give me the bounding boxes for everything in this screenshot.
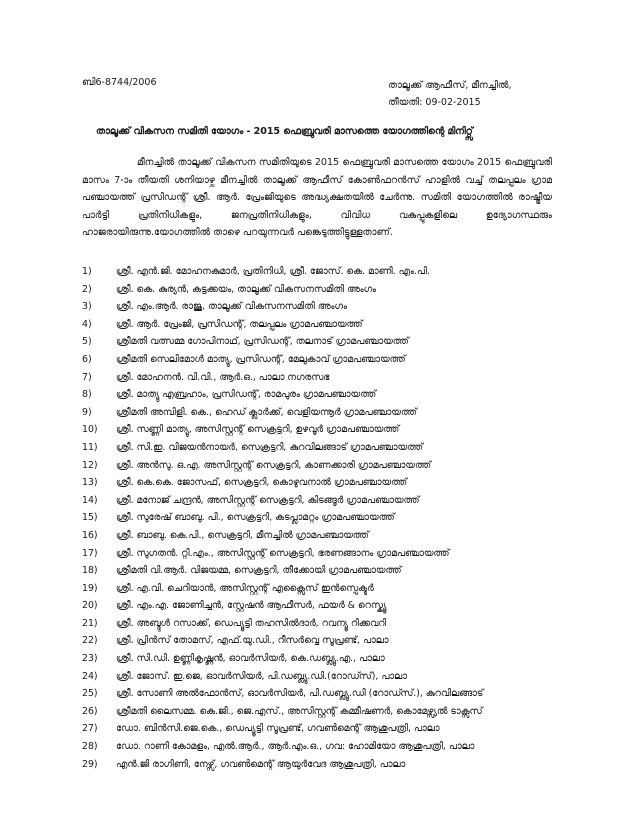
attendee-item <box>82 439 552 457</box>
attendee-item <box>82 421 552 439</box>
attendee-list <box>82 263 552 773</box>
attendee-item <box>82 738 552 756</box>
attendee-text: ശ്രീമതി വി.ആർ. വിജയമ്മ, സെക്രട്ടറി, തീക്കോയി ഗ്രാമപഞ്ചായത്ത് <box>116 565 402 577</box>
attendee-text: ശ്രീമതി ലൈസമ്മ. കെ.ജി., ജെ.എസ്., അസിസ്റ്റന്റ് കമ്മീഷണർ, കൊമേഴ്സ്യൽ ടാക്സസ് <box>116 705 483 717</box>
attendee-text: ശ്രീ. സുരേഷ് ബാബു. പി., സെക്രട്ടറി, കടപ്ലാമറ്റം ഗ്രാമപഞ്ചായത്ത് <box>116 512 395 524</box>
attendee-item <box>82 703 552 721</box>
attendee-item <box>82 316 552 334</box>
attendee-text: ശ്രീ. എൻ.ജി. മോഹനകുമാർ, പ്രതിനിധി, ശ്രീ. ജോസ്. കെ. മാണി. എം.പി. <box>116 266 430 277</box>
attendee-item <box>82 263 552 281</box>
office-name: താലൂക്ക് ആഫീസ്, മീനച്ചിൽ, <box>388 80 512 91</box>
attendee-item <box>82 492 552 510</box>
attendee-number: 18) <box>82 565 98 577</box>
attendee-item <box>82 650 552 668</box>
attendee-text: ശ്രീ. മോഹനൻ. വി.വി., ആർ.ഒ., പാലാ നഗരസഭ <box>116 371 330 383</box>
document-date: തീയതി: 09-02-2015 <box>388 97 481 108</box>
attendee-text: ശ്രീ. മനോജ് ചന്ദ്രൻ, അസിസ്റ്റന്റ് സെക്രട്ടറി, കിടങ്ങൂർ ഗ്രാമപഞ്ചായത്ത് <box>116 494 420 506</box>
attendee-text: ഡോ. റാണി കോമളം, എൽ.ആർ., ആർ.എം.ഒ., ഗവ: ഹോമിയോ ആശുപത്രി, പാലാ <box>116 741 475 753</box>
attendee-text: ശ്രീ. കെ. കുര്യൻ, കട്ടക്കയം, താലൂക്ക് വികസനസമിതി അംഗം <box>116 283 377 295</box>
attendee-item <box>82 668 552 686</box>
attendee-item <box>82 333 552 351</box>
attendee-number: 12) <box>82 459 98 471</box>
attendee-text: ശ്രീ. പ്രിൻസ് തോമസ്, എഫ്.യു.ഡി., റീസർവ്വെ സൂപ്രണ്ട്, പാലാ <box>116 635 389 647</box>
attendee-number: 14) <box>82 494 98 506</box>
attendee-item <box>82 386 552 404</box>
attendee-text: ശ്രീ. സി.ഇ. വിജയൻനായർ, സെക്രട്ടറി, കുറവിലങ്ങാട് ഗ്രാമപഞ്ചായത്ത് <box>116 441 423 453</box>
attendee-number: 29) <box>82 758 98 770</box>
attendee-number: 6) <box>82 353 92 365</box>
attendee-number: 20) <box>82 600 98 612</box>
attendee-item <box>82 720 552 738</box>
attendee-item <box>82 756 552 774</box>
attendee-item <box>82 474 552 492</box>
attendee-text: ശ്രീ. സുഗതൻ. റ്റി.എം., അസിസ്റ്റന്റ് സെക്രട്ടറി, ഭരണങ്ങാനം ഗ്രാമപഞ്ചായത്ത് <box>116 547 450 559</box>
attendee-item <box>82 281 552 299</box>
attendee-number: 16) <box>82 529 98 541</box>
attendee-number: 1) <box>82 266 92 277</box>
attendee-item <box>82 298 552 316</box>
attendee-text: ഡോ. ബിൻസി.ജെ.കെ., ഡെപ്യൂട്ടി സൂപ്രണ്ട്, ഗവൺമെന്റ് ആശുപത്രി, പാലാ <box>116 723 440 735</box>
attendee-number: 19) <box>82 582 98 594</box>
attendee-text: ശ്രീ. ജോസ്. ഇ.ജെ, ഓവർസിയർ, പി.ഡബ്ല്യു.ഡി.(റോഡ്സ്), പാലാ <box>116 670 407 682</box>
attendee-number: 17) <box>82 547 98 559</box>
attendee-item <box>82 369 552 387</box>
attendee-item <box>82 615 552 633</box>
attendee-text: ശ്രീ. കെ.കെ. ജോസഫ്, സെക്രട്ടറി, കൊഴുവനാൽ ഗ്രാമപഞ്ചായത്ത് <box>116 477 407 489</box>
attendee-item <box>82 545 552 563</box>
attendee-number: 2) <box>82 283 92 295</box>
attendee-item <box>82 580 552 598</box>
attendee-text: ശ്രീ. സോണി അൽഫോൻസ്, ഓവർസിയർ, പി.ഡബ്ല്യു.ഡി (റോഡ്സ്.), കുറവിലങ്ങാട് <box>116 688 484 700</box>
attendee-number: 7) <box>82 371 92 383</box>
attendee-number: 25) <box>82 688 98 700</box>
attendee-number: 23) <box>82 653 98 665</box>
attendee-item <box>82 685 552 703</box>
attendee-text: ശ്രീ. ആർ. പ്രേംജി, പ്രസിഡന്റ്, തലപ്പലം ഗ്രാമപഞ്ചായത്ത് <box>116 318 363 330</box>
attendee-item <box>82 527 552 545</box>
attendee-number: 9) <box>82 406 92 418</box>
office-block <box>388 77 512 111</box>
attendee-item <box>82 509 552 527</box>
attendee-item <box>82 597 552 615</box>
attendee-text: ശ്രീ. എം.ആർ. രാജു, താലൂക്ക് വികസനസമിതി അംഗം <box>116 301 347 313</box>
attendee-number: 8) <box>82 389 92 401</box>
attendee-item <box>82 351 552 369</box>
attendee-text: ശ്രീ. ബാബു. കെ.പി., സെക്രട്ടറി, മീനച്ചിൽ ഗ്രാമപഞ്ചായത്ത് <box>116 529 369 541</box>
reference-number: ബി6-8744/2006 <box>82 77 157 88</box>
intro-text: മീനച്ചിൽ താലൂക്ക് വികസന സമിതിയുടെ 2015 ഫെബ്രുവരി മാസത്തെ യോഗം 2015 ഫെബ്രുവരി മാസം 7-ാം തീയതി ശനിയാഴ്ച മീനച്ചിൽ താലൂക്ക് ആഫീസ് കോൺഫറൻസ് ഹാളിൽ വച്ച് തലപ്പലം ഗ്രാമ പഞ്ചായത്ത് പ്രസിഡന്റ് ശ്രീ. ആർ. പ്രേംജിയുടെ അദ്ധ്യക്ഷതയിൽ ചേർന്നു. സമിതി യോഗത്തിൽ രാഷ്ട്രീയ പാർട്ടി പ്രതിനിധികളും, ജനപ്രതിനിധികളും, വിവിധ വകുപ്പുകളിലെ ഉദ്യോഗസ്ഥരും ഹാജരായിരുന്നു.യോഗത്തിൽ താഴെ പറയുന്നവർ പങ്കെടുത്തിട്ടുള്ളതാണ്. <box>82 157 552 239</box>
attendee-number: 5) <box>82 336 92 348</box>
document-title: താലൂക്ക് വികസന സമിതി യോഗം - 2015 ഫെബ്രുവരി മാസത്തെ യോഗത്തിന്റെ മിനിറ്റ്സ് <box>96 126 473 137</box>
attendee-number: 4) <box>82 318 92 330</box>
attendee-number: 3) <box>82 301 92 313</box>
attendee-text: ശ്രീ. അൻസു. ഒ.എ. അസിസ്റ്റന്റ് സെക്രട്ടറി, കാണക്കാരി ഗ്രാമപഞ്ചായത്ത് <box>116 459 431 471</box>
attendee-number: 13) <box>82 477 98 489</box>
attendee-number: 10) <box>82 424 98 436</box>
attendee-item <box>82 404 552 422</box>
attendee-number: 21) <box>82 617 98 629</box>
attendee-text: ശ്രീമതി വത്സമ്മ ഗോപിനാഥ്, പ്രസിഡന്റ്, തലനാട് ഗ്രാമപഞ്ചായത്ത് <box>116 336 409 348</box>
attendee-text: ശ്രീ. സണ്ണി മാത്യു, അസിസ്റ്റന്റ് സെക്രട്ടറി, ഉഴവൂർ ഗ്രാമപഞ്ചായത്ത് <box>116 424 400 436</box>
attendee-text: ശ്രീ. എം.എ. ജോണിച്ചൻ, സ്റ്റേഷൻ ആഫീസർ, ഫയർ & റെസ്ക്യൂ <box>116 600 387 612</box>
attendee-number: 24) <box>82 670 98 682</box>
attendee-text: ശ്രീ. അബ്ദുൾ റസാക്ക്, ഡെപ്യൂട്ടി തഹസിൽദാർ, റവന്യൂ റിക്കവറി <box>116 617 387 629</box>
attendee-text: ശ്രീമതി സെലിമോൾ മാത്യു, പ്രസിഡന്റ്, മേലുകാവ് ഗ്രാമപഞ്ചായത്ത് <box>116 353 406 365</box>
attendee-item <box>82 562 552 580</box>
attendee-text: ശ്രീ. മാത്യു എബ്രഹാം, പ്രസിഡന്റ്, രാമപുരം ഗ്രാമപഞ്ചായത്ത് <box>116 389 376 401</box>
attendee-number: 26) <box>82 705 98 717</box>
attendee-item <box>82 632 552 650</box>
attendee-text: ശ്രീ. സി.ഡി. ഉണ്ണികൃഷ്ണൻ, ഓവർസിയർ, കെ.ഡബ്ല്യു.എ., പാലാ <box>116 653 385 665</box>
attendee-number: 27) <box>82 723 98 735</box>
attendee-number: 11) <box>82 441 98 453</box>
attendee-text: ശ്രീ. എ.വി. ചെറിയാൻ, അസിസ്റ്റന്റ് എക്സൈസ് ഇൻസ്പെക്ടർ <box>116 582 374 594</box>
attendee-item <box>82 457 552 475</box>
attendee-text: എൻ.ജി രാഗിണി, നേഴ്സ്, ഗവൺമെന്റ് ആയുർവേദ ആശുപത്രി, പാലാ <box>116 758 406 770</box>
attendee-number: 22) <box>82 635 98 647</box>
attendee-number: 15) <box>82 512 98 524</box>
intro-paragraph <box>82 154 552 242</box>
attendee-text: ശ്രീമതി അമ്പിളി. കെ., ഹെഡ് ക്ലാർക്ക്, വെളിയന്നൂർ ഗ്രാമപഞ്ചായത്ത് <box>116 406 417 418</box>
attendee-number: 28) <box>82 741 98 753</box>
